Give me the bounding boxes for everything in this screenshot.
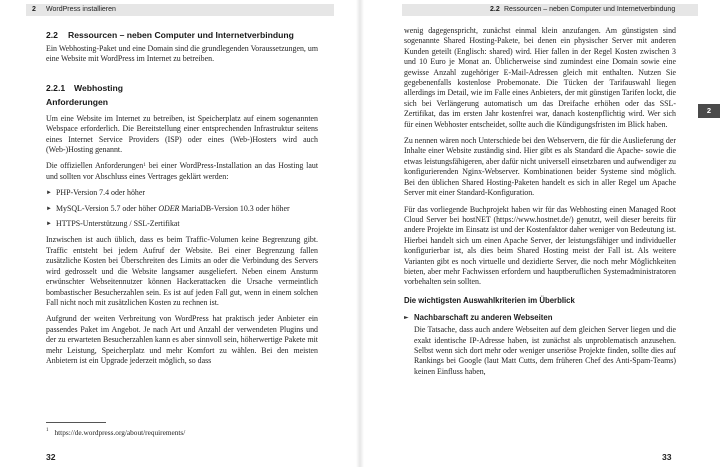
left-page-body [46, 26, 318, 372]
section-number: 2.2 [46, 30, 58, 40]
running-head-right [402, 4, 698, 16]
book-gutter [356, 0, 364, 467]
requirement-text: PHP-Version 7.4 oder höher [56, 188, 145, 198]
arrow-bullet-icon: ► [46, 221, 52, 228]
subsection-heading [46, 83, 318, 93]
chapter-thumb-tab: 2 [698, 104, 720, 118]
running-head-left [26, 4, 334, 16]
arrow-bullet-icon: ► [46, 190, 52, 197]
hostnet-link[interactable]: https://www.hostnet.de/ [496, 214, 571, 224]
list-item [46, 188, 318, 198]
footnote [46, 428, 185, 437]
criterion-heading-text: Nachbarschaft zu anderen Webseiten [414, 312, 553, 322]
book-project-text-rest: ) genutzt, weil dieser bereits für andere Projekte im Einsatz ist und der Kostenfaktor daher weniger von Bedeutung ist. Hierbei handelt sich um einen Apache Server, der leistungsfähiger und individueller konfigurierbar ist, als dies beim Shared Hosting meist der Fall ist. Als weitere Varianten gibt es noch virtuelle und dezidierte Server, die noch mehr Möglichkeiten bieten, aber mehr Fachwissen erfordern und hauptberuflichen Systemadministratoren vorbehalten sein sollten. [404, 214, 676, 287]
list-item [46, 204, 318, 214]
criterion-paragraph: Die Tatsache, dass auch andere Webseiten auf dem gleichen Server liegen und die exakt identische IP-Adresse haben, ist zunächst als unproblematisch anzusehen. Selbst wenn sich dort mehr oder weniger unseriöse Projekte finden, sollte dies auf Rankings bei Google (laut Matt Cutts, dem früheren Chef des Anti-Spam-Teams) keinen Einfluss haben, [414, 325, 676, 376]
book-project-text: Für das vorliegende Buchprojekt haben wir für das Webhosting einen Managed Root Cloud Server bei hostNET ( [404, 204, 676, 224]
criteria-heading: Die wichtigsten Auswahlkriterien im Überblick [404, 295, 575, 305]
criterion-heading [404, 313, 676, 323]
requirement-text-rest: MariaDB-Version 10.3 oder höher [179, 203, 290, 213]
requirements-list [46, 188, 318, 229]
requirement-text: MySQL-Version 5.7 oder höher [56, 203, 159, 213]
arrow-bullet-icon: ► [46, 205, 52, 212]
section-heading [46, 30, 318, 40]
subsection-number: 2.2.1 [46, 82, 66, 93]
footnote-divider [46, 422, 106, 423]
footnote-reference: 1 [143, 163, 146, 169]
shared-hosting-paragraph: wenig dagegenspricht, zunächst einmal klein anzufangen. Am günstigsten sind sogenannte Shared Hosting-Pakete, bei denen ein physischer Server mit anderen Kunden geteilt (Englisch: shared) wird. Hier fallen in der Regel Kosten zwischen 3 und 10 Euro je Monat an. Üblicherweise sind zumindest eine Domain sowie eine gewisse Anzahl zugehöriger E-Mail-Adressen gleich mit enthalten. Nutzen Sie gegebenenfalls kostenlose Probemonate. Die Tücken der Tarifauswahl liegen allerdings im Detail, wie im Falle eines Anbieters, der mit günstigen Tarifen lockt, die sich bei Verlängerung automatisch um das Dreifache erhöhen oder das SSL-Zertifikat, das im ersten Jahr kostenfrei war, danach kostenpflichtig wird. Wer sich für einen Webhoster entscheidet, sollte auch die Kündigungsfristen im Blick haben. [404, 26, 676, 129]
requirement-emphasis: ODER [158, 203, 180, 213]
hosting-paragraph: Um eine Website im Internet zu betreiben, ist Speicherplatz auf einem sogenannten Webspace erforderlich. Die Bereitstellung einer entsprechenden Infrastruktur seitens eines Internet Service Providers (ISP) oder eines (Web-)Hosters wird auch (Web-)Hosting genannt. [46, 113, 318, 155]
requirements-subheading: Anforderungen [46, 96, 109, 107]
footnote-link[interactable]: https://de.wordpress.org/about/requirements/ [54, 428, 186, 437]
traffic-paragraph: Inzwischen ist auch üblich, dass es beim Traffic-Volumen keine Begrenzung gibt. Traffic entsteht bei jedem Aufruf der Website. Bei einer Begrenzung fallen zusätzliche Kosten bei Überschreiten des Limits an oder die Verbindung des Servers wird gedrosselt und die Website langsamer ausgeliefert. Neben einem Ansturm erwünschter Webseitennutzer können Hackerattacken die Ursache vermeintlich bombastischer Besucherzahlen sein. Es ist auf jeden Fall gut, wenn in einem solchen Fall nicht noch mit zusätzlichen Kosten zu rechnen ist. [46, 235, 318, 307]
requirement-text: HTTPS-Unterstützung / SSL-Zertifikat [56, 219, 180, 229]
footnote-number: 1 [46, 428, 49, 433]
book-project-paragraph [404, 205, 676, 288]
running-head-section-title: Ressourcen – neben Computer und Internetverbindung [504, 6, 676, 13]
list-item [46, 219, 318, 229]
requirements-intro-text-rest: bei einer WordPress-Installation an das Hosting laut und sollten vor Abschluss eines Vertrages geklärt werden: [46, 161, 319, 181]
running-head-section-number: 2.2 [490, 6, 500, 13]
page-number-right: 33 [662, 452, 672, 462]
subsection-title: Webhosting [74, 82, 124, 93]
right-page-body [404, 26, 676, 383]
section-title: Ressourcen – neben Computer und Internetverbindung [68, 30, 294, 40]
page-number-left: 32 [46, 452, 56, 462]
packages-paragraph: Aufgrund der weiten Verbreitung von WordPress hat praktisch jeder Anbieter ein passendes Paket im Angebot. Je nach Art und Anzahl der verwendeten Plugins und der zu erwarteten Besucherzahlen kann es aber sinnvoll sein, höherwertige Pakete mit mehr Leistung, Speicherplatz und mehr Komfort zu wählen. Bei den meisten Anbietern ist ein Upgrade jederzeit möglich, so dass [46, 314, 318, 365]
section-intro-paragraph: Ein Webhosting-Paket und eine Domain sind die grundlegenden Voraussetzungen, um eine Website mit WordPress im Internet zu betreiben. [46, 44, 318, 64]
webserver-paragraph: Zu nennen wären noch Unterschiede bei den Webservern, die für die Auslieferung der Inhalte einer Website zuständig sind. Hier gibt es als Standard die Apache- sowie die etwas leistungsfähigeren, aber dafür nicht universell einsetzbaren und aufwendiger zu konfigurierenden Nginx-Webserver. Kombinationen beider Systeme sind möglich. Bei den üblichen Shared Hosting-Paketen handelt es sich in aller Regel um Apache Server mit einer Standard-Konfiguration. [404, 136, 676, 198]
requirements-intro-text: Die offiziellen Anforderungen [46, 161, 144, 171]
arrow-bullet-icon: ► [404, 313, 409, 321]
running-head-chapter-number: 2 [32, 6, 36, 13]
requirements-intro-paragraph [46, 161, 318, 182]
running-head-chapter-title: WordPress installieren [46, 6, 116, 13]
